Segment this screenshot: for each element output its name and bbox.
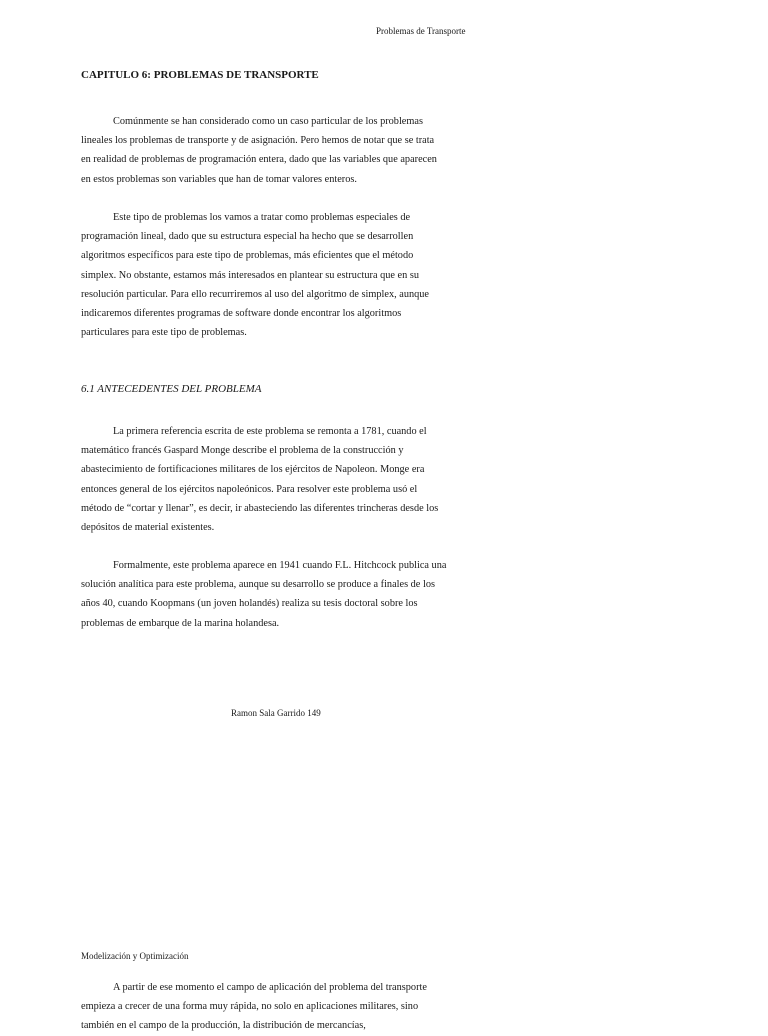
paragraph-line: matemático francés Gaspard Monge describe el problema de la construcción y (81, 445, 404, 457)
paragraph-line: algoritmos específicos para este tipo de problemas, más eficientes que el método (81, 250, 414, 262)
paragraph-1 (81, 112, 463, 189)
paragraph-line: A partir de ese momento el campo de aplicación del problema del transporte (113, 982, 427, 993)
paragraph-line: empieza a crecer de una forma muy rápida, no solo en aplicaciones militares, sino (81, 1001, 419, 1013)
paragraph-line: abastecimiento de fortificaciones militares de los ejércitos de Napoleon. Monge era (81, 464, 425, 476)
paragraph-line: indicaremos diferentes programas de software donde encontrar los algoritmos (81, 308, 402, 320)
paragraph-line: problemas de embarque de la marina holandesa. (81, 617, 280, 629)
paragraph-line: Comúnmente se han considerado como un caso particular de los problemas (113, 116, 423, 127)
paragraph-line: particulares para este tipo de problemas. (81, 327, 247, 339)
paragraph-line: programación lineal, dado que su estructura especial ha hecho que se desarrollen (81, 231, 414, 243)
page-break (0, 860, 768, 861)
paragraph-line: solución analítica para este problema, aunque su desarrollo se produce a finales de los (81, 579, 435, 591)
paragraph-2 (81, 208, 463, 342)
paragraph-line: método de “cortar y llenar”, es decir, ir abasteciendo las diferentes trincheras desde los (81, 502, 439, 514)
paragraph-3 (81, 978, 463, 1036)
paragraph-line: años 40, cuando Koopmans (un joven holandés) realiza su tesis doctoral sobre los (81, 598, 418, 610)
paragraph-line: depósitos de material existentes. (81, 522, 215, 534)
chapter-title: CAPITULO 6: PROBLEMAS DE TRANSPORTE (81, 69, 319, 81)
running-header: Modelización y Optimización (81, 951, 189, 961)
paragraph-line: resolución particular. Para ello recurriremos al uso del algoritmo de simplex, aunque (81, 288, 429, 300)
section-paragraph-2 (81, 556, 463, 633)
paragraph-line: La primera referencia escrita de este problema se remonta a 1781, cuando el (113, 426, 427, 437)
paragraph-line: Formalmente, este problema aparece en 1941 cuando F.L. Hitchcock publica una (113, 560, 447, 571)
section-paragraph-1 (81, 422, 463, 537)
paragraph-line: simplex. No obstante, estamos más interesados en plantear su estructura que en su (81, 269, 419, 281)
paragraph-line: lineales los problemas de transporte y de asignación. Pero hemos de notar que se trata (81, 135, 435, 147)
page-footer: Ramon Sala Garrido 149 (231, 708, 321, 718)
paragraph-line: también en el campo de la producción, la distribución de mercancías, (81, 1020, 366, 1032)
paragraph-line: en estos problemas son variables que han de tomar valores enteros. (81, 173, 357, 185)
paragraph-line: en realidad de problemas de programación entera, dado que las variables que aparecen (81, 154, 437, 166)
paragraph-line: Este tipo de problemas los vamos a tratar como problemas especiales de (113, 212, 411, 223)
running-header: Problemas de Transporte (376, 26, 466, 36)
section-title: 6.1 ANTECEDENTES DEL PROBLEMA (81, 383, 262, 395)
paragraph-line: entonces general de los ejércitos napoleónicos. Para resolver este problema usó el (81, 483, 418, 495)
